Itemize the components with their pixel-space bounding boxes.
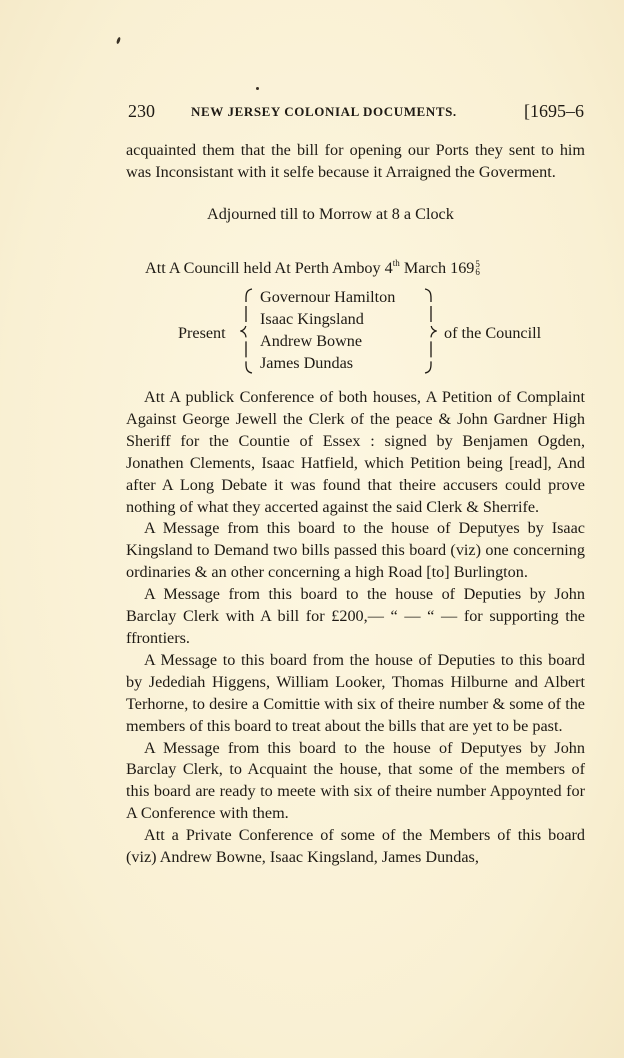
paragraph: A Message from this board to the house of Deputies by John Barclay Clerk with A bill for £200,— “ — “ — for supporting the ffrontiers. xyxy=(126,585,585,647)
member-name: Andrew Bowne xyxy=(260,332,363,350)
right-brace xyxy=(423,288,437,374)
year-fraction xyxy=(475,260,480,276)
present-label: Present xyxy=(178,324,226,342)
council-month-year: March 169 xyxy=(399,259,475,277)
adjourned-line: Adjourned till to Morrow at 8 a Clock xyxy=(207,205,454,223)
left-brace xyxy=(240,288,254,374)
council-heading-prefix: Att A Councill held At Perth Amboy 4 xyxy=(145,259,393,277)
day-suffix: th xyxy=(392,258,400,268)
fraction-bottom: 6 xyxy=(475,267,480,277)
opening-text-block xyxy=(126,140,585,184)
main-text-block xyxy=(126,387,585,869)
paragraph: A Message to this board from the house of Deputies to this board by Jedediah Higgens, William Looker, Thomas Hilburne and Albert Terhorne, to desire a Comittie with six of theire number & some of the members of this board to treat about the bills that are yet to be past. xyxy=(126,650,585,735)
opening-paragraph: acquainted them that the bill for opening our Ports they sent to him was Inconsistant with it selfe because it Arraigned the Goverment. xyxy=(126,141,585,181)
council-heading xyxy=(145,252,480,279)
member-name: Governour Hamilton xyxy=(260,288,396,306)
paragraph: Att a Private Conference of some of the Members of this board (viz) Andrew Bowne, Isaac Kingsland, James Dundas, xyxy=(126,826,585,867)
member-name: Isaac Kingsland xyxy=(260,310,364,328)
paragraph: A Message from this board to the house of Deputyes by John Barclay Clerk, to Acquaint the house, that some of the members of this board are ready to meete with six of theire number Appoynted for A Conference with them. xyxy=(126,738,585,823)
of-the-council-label: of the Councill xyxy=(444,324,542,342)
page-number: 230 xyxy=(128,101,155,121)
fraction-top: 5 xyxy=(475,259,480,269)
ink-speck xyxy=(256,87,259,90)
running-title: NEW JERSEY COLONIAL DOCUMENTS. xyxy=(191,104,457,119)
member-name: James Dundas xyxy=(260,354,354,372)
paragraph: Att A publick Conference of both houses, A Petition of Complaint Against George Jewell the Clerk of the peace & John Gardner High Sheriff for the Countie of Essex : signed by Benjamen Ogden, Jonathen Clements, Isaac Hatfield, which Petition being [read], And after A Long Debate it was found that theire accusers could prove nothing of what they accerted against the said Clerk & Sherrife. xyxy=(126,388,585,516)
running-header xyxy=(128,101,584,125)
year-range: [1695–6 xyxy=(524,101,584,121)
ink-speck xyxy=(116,37,121,45)
members-list xyxy=(260,286,395,374)
paragraph: A Message from this board to the house of Deputyes by Isaac Kingsland to Demand two bills passed this board (viz) one concerning ordinaries & an other concerning a high Road [to] Burlington. xyxy=(126,519,585,582)
present-members-block xyxy=(178,286,578,376)
